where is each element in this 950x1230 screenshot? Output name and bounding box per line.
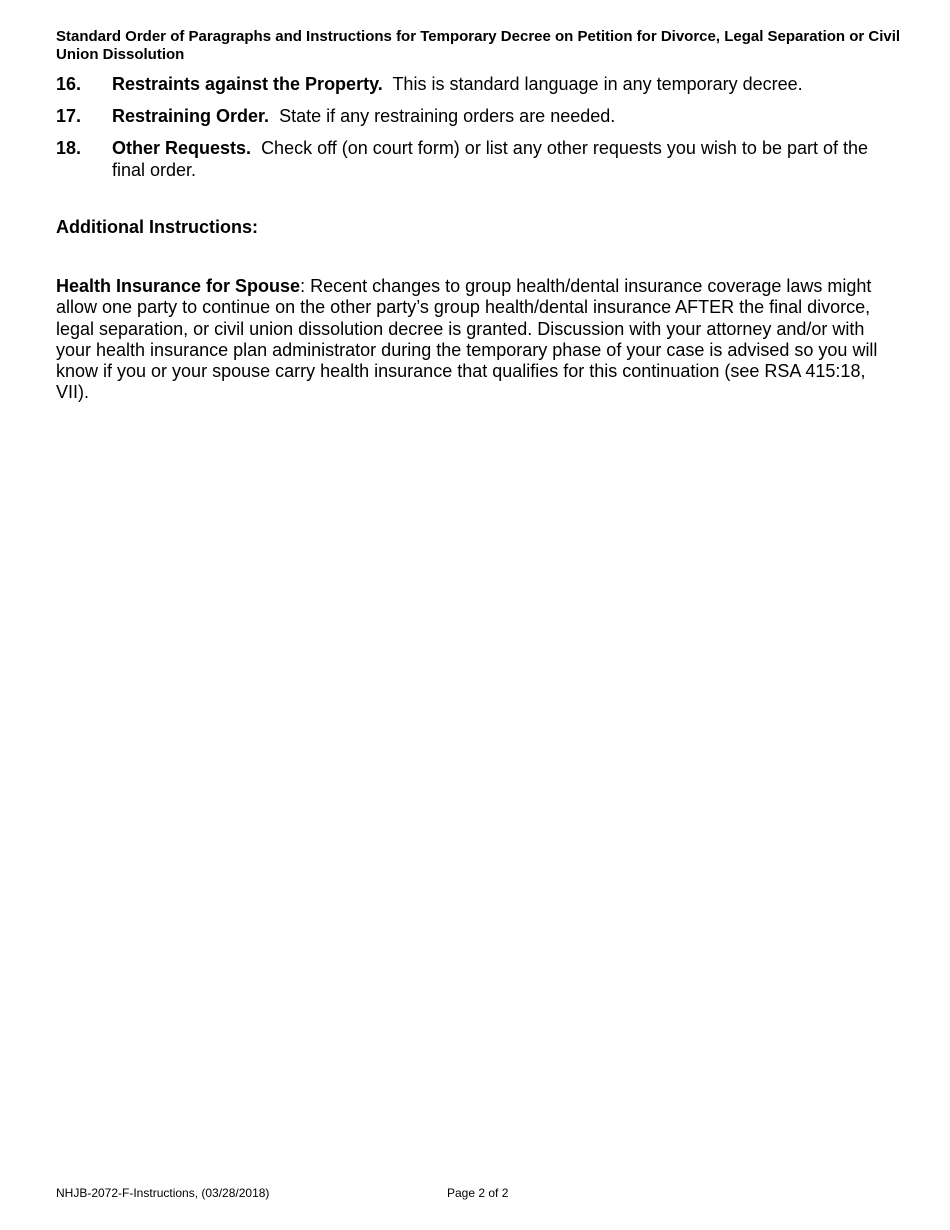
numbered-item-16 bbox=[56, 73, 886, 95]
item-text: This is standard language in any temporary decree. bbox=[392, 74, 803, 94]
health-insurance-text: : Recent changes to group health/dental insurance coverage laws might allow one party to continue on the other party’s group health/dental insurance AFTER the final divorce, legal separation, or civil union dissolution decree is granted. Discussion with your attorney and/or with your health insurance plan administrator during the temporary phase of your case is advised so you will know if you or your spouse carry health insurance that qualifies for this continuation (see RSA 415:18, VII). bbox=[56, 276, 878, 403]
health-insurance-paragraph bbox=[56, 276, 886, 404]
item-number: 17. bbox=[56, 106, 82, 126]
numbered-item-17 bbox=[56, 105, 886, 127]
item-number: 16. bbox=[56, 74, 82, 94]
document-header-title: Standard Order of Paragraphs and Instructions for Temporary Decree on Petition for Divorce, Legal Separation or Civil Union Dissolution bbox=[56, 28, 901, 63]
numbered-item-18 bbox=[56, 137, 886, 181]
item-title: Restraining Order. bbox=[112, 106, 270, 126]
item-text: Check off (on court form) or list any other requests you wish to be part of the final order. bbox=[112, 138, 869, 180]
item-title: Other Requests. bbox=[112, 138, 252, 158]
item-body bbox=[112, 137, 886, 181]
item-number: 18. bbox=[56, 138, 82, 158]
item-title: Restraints against the Property. bbox=[112, 74, 383, 94]
health-insurance-title: Health Insurance for Spouse bbox=[56, 276, 301, 296]
item-body bbox=[112, 73, 886, 95]
additional-instructions-heading: Additional Instructions: bbox=[56, 217, 258, 237]
footer-form-id: NHJB-2072-F-Instructions, (03/28/2018) bbox=[56, 1186, 270, 1200]
item-text: State if any restraining orders are needed. bbox=[279, 106, 616, 126]
item-body bbox=[112, 105, 886, 127]
footer-page-number: Page 2 of 2 bbox=[447, 1186, 509, 1200]
